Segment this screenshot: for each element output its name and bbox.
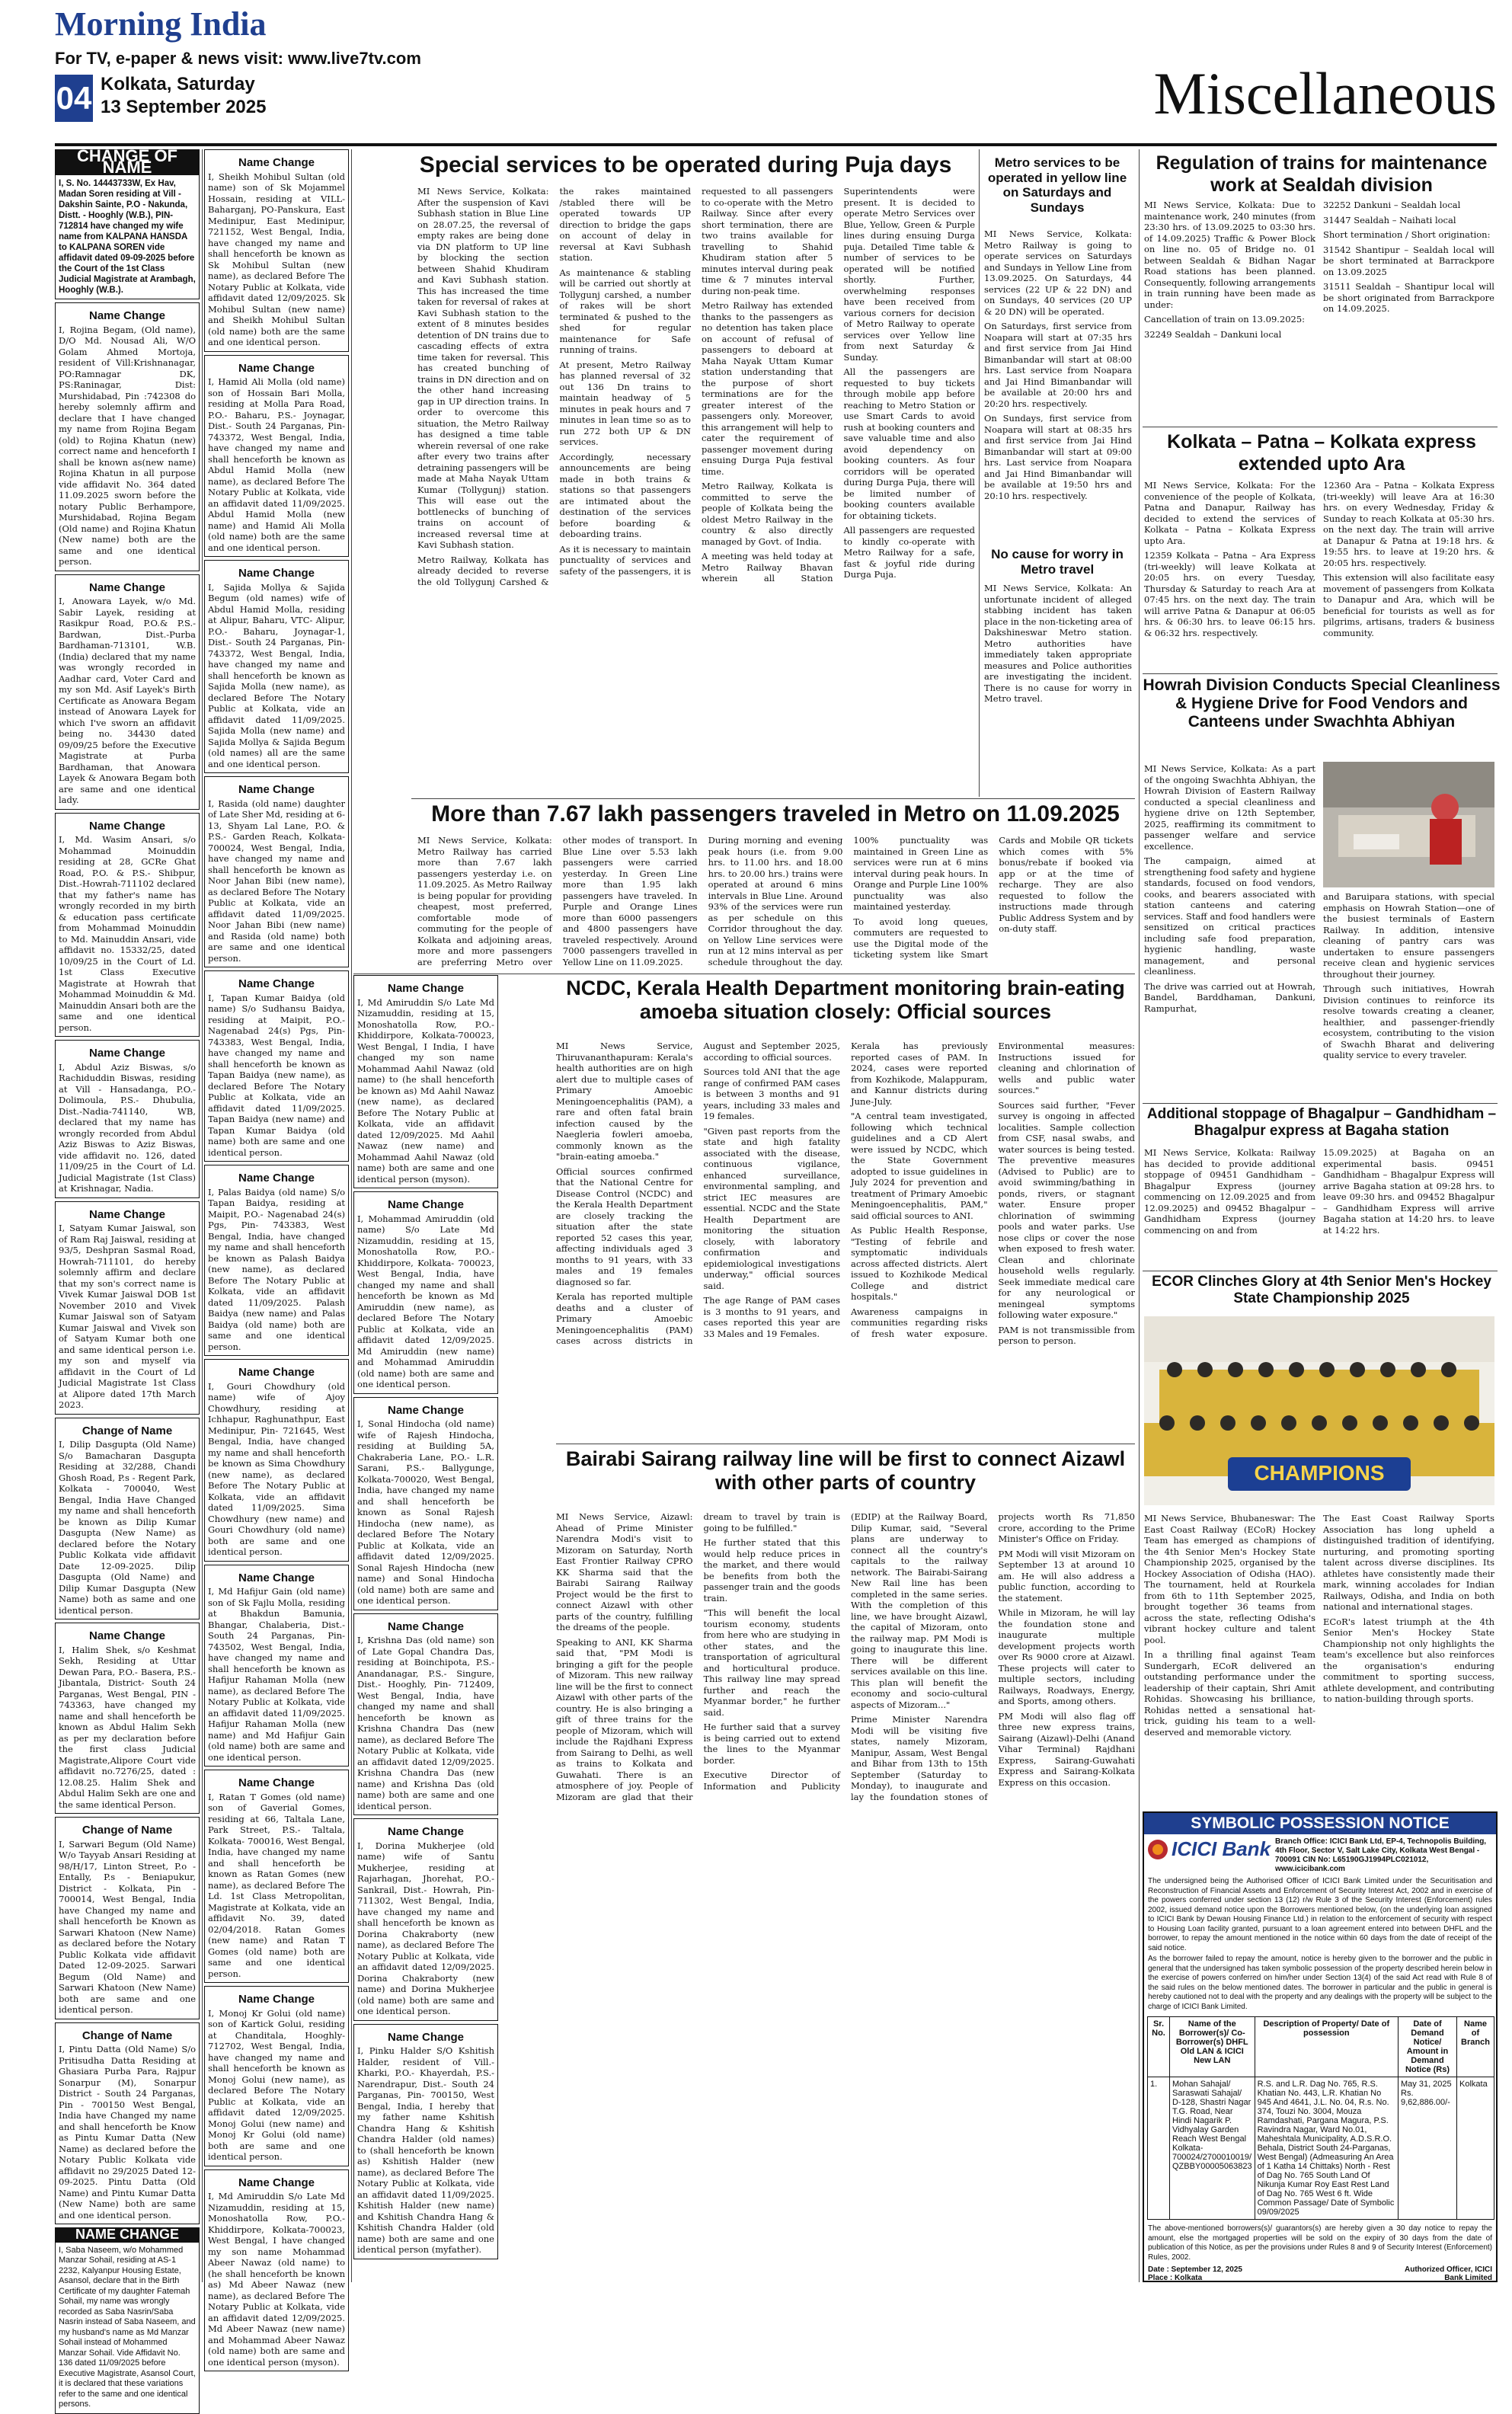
notice-text: I, Rojina Begam, (Old name), D/O Md. Nousad Ali, W/O Golam Ahmed Mortoja, resident of Vill:Krishnanagar, PO:Ramnagar DK, PS:Raninagar, Dist: Murshidabad, Pin :742308 do hereby solemnly affirm and declare that I have changed my name from Rojina Begam (old) to Rojina Khatun (new) correct name and henceforth I shall be known as(new name) Rojina Khatun in all purpose vide affidavit No. 364 dated 11.09.2025 sworn before the notary Public Berhampore, Murshidabad, Rojina Begam (Old name) and Rojina Khatun (New name) both are the same and one identical person. [59,324,196,567]
story-paragraph: On Sundays, first service from Noapara will start at 08:35 hrs and first service from Jai Hind Bimanbandar will start at 09:00 hrs. Last service from Noapara and Jai Hind Bimanbandar will be available at 19:50 hrs and 20:10 hrs. respectively. [984,413,1132,501]
notice-list-col1 [55,302,200,2224]
story-paragraph: While in Mizoram, he will lay the foundation stone and inaugurate multiple development projects worth over Rs 9000 crore at Aizawl. These projects will cater to multiple sectors, including Railways, Roadways, Energy, and Sports, among others. [998,1607,1135,1706]
notice-list-col2 [204,149,349,2371]
story-paragraph: At present, Metro Railway has planned reversal of 32 out 136 Dn trains to maintain headway of 5 minutes in peak hours and 7 minutes in lean time so as to run 272 both UP & DN services. [559,359,691,447]
story-paragraph: MI News Service, Kolkata: An unfortunate incident of alleged stabbing incident has taken place in the non-ticketing area of Dakshineswar Metro station. Metro authorities have immediately taken appropriate measures and Police authorities are investigating the incident. There is no cause for worry in Metro travel. [984,583,1132,704]
name-change-notice [204,970,349,1162]
story-paragraph: 31542 Shantipur – Sealdah local will be short terminated at Barrackpore on 13.09.2025 [1323,244,1494,277]
name-change-notice [55,1201,200,1415]
notice-title: Name Change [88,309,166,322]
notice-text: I, Md Hafijur Gain (old name) son of Sk Fajlu Molla, residing at Bhakdun Bamunia, Bhangar, Chalaberia, Dist.- South 24 Parganas, Pin- 743502, West Bengal, India, have changed my name and shall henceforth be known as Hafijur Rahaman Molla (new name), as declared Before The Notary Public at Kolkata, vide an affidavit dated 11/09/2025. Hafijur Rahaman Molla (new name) and Md Hafijur Gain (old name) both are same and one identical person. [208,1586,345,1763]
notice-title: Name Change [238,1776,315,1789]
notice-title: Name Change [88,1047,166,1060]
page-number: 04 [55,75,93,122]
story-paragraph: As maintenance & stabling will be carried out shortly at Tollygunj carshed, a number of rakes will be short terminated & pushed to the shed for regular maintenance for Safe running of trains. [559,267,691,355]
table-cell: Kolkata [1457,2077,1494,2220]
column-divider [979,149,980,797]
story-paragraph: MI News Service, Kolkata: Due to maintenance work, 240 minutes (from 23:30 hrs. of 13.09.2025 to 03:30 hrs. of 14.09.2025) Traffic & Power Block on line no. 05 of Bridge no. 01 between Sealdah & Bidhan Nagar Road stations has been planned. Consequently, following arrangements in train running have been made as under: [1144,200,1315,310]
story-paragraph: Metro Railway, Kolkata has already decided to reverse the old Tollygunj Carshed & the rakes maintained /stabled there will be operated towards UP direction to bridge the gaps on account of delay in reversal at Kavi Subhash station. [417,186,691,587]
notice-place: Place : Kolkata [1148,2274,1203,2282]
possession-notice-header: SYMBOLIC POSSESSION NOTICE [1144,1813,1496,1834]
table-header: Date of Demand Notice/ Amount in Demand Notice (Rs) [1399,2017,1457,2077]
notice-title: Name Change [238,1993,315,2006]
notice-title: Name Change [387,1825,465,1838]
notice-text: I, Tapan Kumar Baidya (old name) S/o Sudhansu Baidya, residing at Maipit, P.O.- Nagenabad 24(s) Pgs, Pin- 743383, West Bengal, India, have changed my name and shall henceforth be known as Tapan Baidya (new name), as declared Before The Notary Public at Kolkata, vide an affidavit dated 11/09/2025. Tapan Baidya (new name) and Tapan Kumar Baidya (old name) both are same and one identical person. [208,992,345,1158]
notice-text: I, Hamid Ali Molla (old name) son of Hossain Bari Molla, residing at Molla Para Road, P.O.- Baharu, P.S.- Joynagar, Dist.- South 24 Parganas, Pin- 743372, West Bengal, India, have changed my name and shall henceforth be known as Abdul Hamid Molla (new name), as declared Before The Notary Public at Kolkata, vide an affidavit dated 11/09/2025. Abdul Hamid Molla (new name) and Hamid Ali Molla (old name) both are the same and one identical person. [208,376,345,553]
story-paragraph: MI News Service, Kolkata: For the convenience of the people of Kolkata, Patna and Danapur, Railway has decided to extend the services of Kolkata – Patna – Kolkata Express upto Ara. [1144,480,1315,546]
notice-title: Name Change [88,1207,166,1221]
notice-title: Name Change [238,977,315,990]
story-paragraph: This extension will also facilitate easy movement of passengers from Kolkata to Danapur and Ara, which will be beneficial for tourists as well as for pilgrims, artisans, traders & business community. [1323,572,1494,638]
story-paragraph: MI News Service, Kolkata: Metro Railway is going to operate services on Saturdays and Sundays in Yellow Line from 13.09.2025. On Saturdays, 44 services (22 UP & 22 DN) and on Sundays, 40 services (20 UP & 20 DN) will be operated. [984,229,1132,317]
name-change-bottom-header: NAME CHANGE [55,2227,200,2242]
story-paragraph: Through such initiatives, Howrah Division continues to reinforce its resolve towards creating a cleaner, healthier, and passenger-friendly ecosystem, contributing to the vision of Swachh Bharat and delivering quality service to every traveler. [1323,983,1494,1060]
notice-text: I, Rasida (old name) daughter of Late Sher Md, residing at 6-13, Shyam Lal Lane, P.O. & P.S.- Garden Reach, Kolkata- 700024, West Bengal, India, have changed my name and shall henceforth be known as Noor Jahan Bibi (new name), as declared Before The Notary Public at Kolkata, vide an affidavit dated 11/09/2025. Noor Jahan Bibi (new name) and Rasida (old name) both are same and one identical person. [208,798,345,964]
table-header-row [1148,2017,1494,2077]
change-of-name-header: CHANGE OF NAME [55,149,200,174]
story-ecor-right [1323,1513,1494,1802]
name-change-notice [55,302,200,571]
story-howrah-left [1144,763,1315,1098]
name-change-notice [55,813,200,1038]
story-paragraph: Sources said further, "Fever survey is ongoing in affected localities. Sample collection from CSF, nasal swabs, and water sources is being tested. The preventive measures (Advised to Public) are to avoid swimming/bathing in ponds, rivers, or stagnant water. Ensure proper chlorination of swimming pools and water parks. Use nose clips or cover the nose when exposed to fresh water. Clean and chlorinate household wells regularly. Seek immediate medical care for any neurological or meningeal symptoms following water exposure." [998,1099,1135,1320]
notice-text: I, Dilip Dasgupta (Old Name) S/o Bamacharan Dasgupta Residing at 32/288, Chandi Ghosh Road, P.s - Regent Park, Kolkata - 700040, West Bengal, India Have Changed my name and shall henceforth be known as Dilip Kumar Dasgupta (New Name) as declared before the Notary Public Kolkata vide affidavit Date 12-09-2025. Dilip Dasgupta (Old Name) and Dilip Kumar Dasgupta (New Name) both as same and one identical person. [59,1439,196,1616]
story-paragraph: All passengers are requested to kindly co-operate with Metro Railway for a safe, fast & joyful ride during Durga Puja. [843,525,975,580]
name-change-notice [55,1040,200,1198]
name-change-notice [55,1817,200,2019]
story-paragraph: 32252 Dankuni – Sealdah local [1323,200,1461,210]
story-paragraph: "A central team investigated, following which technical guidelines and a CD Alert were issued by NCDC, which the State Government adopted to issue guidelines in July 2024 for prevention and treatment of Primary Amoebic Meningoencephalitis, PAM," said official sources to ANI. [851,1111,988,1221]
notice-signoff: Authorized Officer, ICICI Bank Limited [1404,2265,1492,2282]
table-header: Name of the Borrower(s)/ Co-Borrower(s) DHFL Old LAN & ICICI New LAN [1170,2017,1255,2077]
name-change-notice [204,1986,349,2166]
headline-ara: Kolkata – Patna – Kolkata express extended upto Ara [1167,431,1476,475]
notice-first: I, S. No. 14443733W, Ex Hav, Madan Soren residing at Vill - Dakshin Sainte, P.O - Nakunda, Distt. - Hooghly (W.B.), PIN-712814 have changed my wife name from KALPANA HANSDA to KALPANA SOREN vide affidavit dated 09-09-2025 before the Court of the 1st Class Judicial Magistrate at Arambagh, Hooghly (W.B.). [55,174,200,299]
story-ecor-left [1144,1513,1315,1802]
story-paragraph: 12359 Kolkata – Patna – Ara Express (tri-weekly) will leave Kolkata at 20:05 hrs. on every Tuesday, Thursday & Saturday to reach Ara at 07:45 hrs. on the next day. The train will arrive Patna & Danapur at 06:05 hrs. & 06:30 hrs. to leave 06:15 hrs. & 06:32 hrs. respectively. [1144,550,1315,638]
classifieds-column-3 [353,975,498,2282]
name-change-notice [353,2024,498,2259]
story-bagaha-right [1323,1147,1494,1269]
icici-logo [1147,1837,1271,1861]
headline-aizawl: Bairabi Sairang railway line will be first to connect Aizawl with other parts of country [565,1447,1126,1495]
name-change-notice [204,776,349,967]
story-ncdc-body [556,1041,1135,1437]
story-paragraph: Metro Railway has extended thanks to the passengers as no detention has taken place on account of refusal of passengers to deboard at Maha Nayak Uttam Kumar station understanding that the purpose of short terminations are for the greater interest of the passengers only. Moreover, this arrangement will help to cater the requirement of passenger movement during ensuing Durga Puja festival time. [702,300,833,477]
story-ara-left [1144,480,1315,670]
notice-text: I, Palas Baidya (old name) S/o Tapan Baidya, residing at Maipit, P.O.- Nagenabad 24(s) Pgs, Pin- 743383, West Bengal, India, have changed my name and shall henceforth be known as Palash Baidya (new name), as declared Before The Notary Public at Kolkata, vide an affidavit dated 11/09/2025. Palash Baidya (new name) and Palas Baidya (old name) both are same and one identical person. [208,1186,345,1352]
notice-text: I, Md Amiruddin S/o Late Md Nizamuddin, residing at 15, Monoshatolla Row, P.O.- Khiddirpore, Kolkata-700023, West Bengal, I have changed my son name Mohammad Abeer Nawaz (old name) to (he shall henceforth be known as) Md Abeer Nawaz (new name), as declared Before The Notary Public at Kolkata, vide an affidavit dated 12/09/2025. Md Abeer Nawaz (new name) and Mohammad Abeer Nawaz (old name) both are same and one identical person (myson). [208,2191,345,2368]
notice-title: Name Change [387,2030,465,2044]
story-paragraph: and Baruipara stations, with special emphasis on Howrah Station—one of the busiest terminals of Eastern Railway. In addition, intensive cleaning of pantry cars was undertaken to ensure passengers receive clean and hygienic services throughout their journey. [1323,891,1494,980]
name-change-notice [353,975,498,1188]
headline-howrah: Howrah Division Conducts Special Cleanliness & Hygiene Drive for Food Vendors and Canteens under Swachhta Abhiyan [1143,676,1501,731]
notice-title: Name Change [88,819,166,833]
story-paragraph: Awareness campaigns in communities regarding risks of fresh water exposure. Environmental measures: Instructions issued for cleaning and chlorination of wells and public water sources." [851,1041,1135,1339]
story-puja-body [417,186,975,795]
story-paragraph: "This will benefit the local tourism economy, students from here who are studying in other states, and the transportation of agricultural and horticultural produce. This railway line may spread further and reach the Myanmar border," he further said. [703,1607,840,1718]
notice-date: Date : September 12, 2025 [1148,2265,1242,2274]
story-paragraph: Speaking to ANI, KK Sharma said that, "PM Modi is bringing a gift for the people of Mizoram. This new railway line will be the first to connect Aizawl with other parts of the country. He is also bringing a gift of three trains for the people of Mizoram, which will include the Rajdhani Express from Sairang to Delhi, as well as trains to Kolkata and Guwahati. There is an atmosphere of joy. People of Mizoram are glad that their dream to travel by train is going to be fulfilled." [556,1511,840,1802]
story-paragraph: On Saturdays, first service from Noapara will start at 07:35 hrs and first service from Jai Hind Bimanbandar will start at 08:00 hrs. Last service from Noapara and Jai Hind Bimanbandar will be available at 20:00 hrs and 20:20 hrs. respectively. [984,321,1132,409]
column-divider [202,149,203,2282]
table-cell: R.S. and L.R. Dag No. 765, R.S. Khatian No. 443, L.R. Khatian No 945 And 4641, J.L. No. 04, R.s. No. 374, Touzi No. 3004, Mouza Ramdashati, Pargana Magura, P.S. Ravindra Nagar, Ward No.01, Maheshtala Municipality, A.D.S.R.O. Behala, District South 24-Parganas, West Bengal) (Admeasuring An Area of 1 Katha 14 Chittaks) North - Rest of Dag No. 765 South Land Of Nikunja Kumar Roy East Rest Land of Dag No. 765 West 6 ft. Wide Common Passage/ Date of Symbolic 09/09/2025 [1255,2077,1398,2220]
column-divider [351,149,352,2282]
name-change-notice [204,1359,349,1562]
name-change-notice [204,1565,349,1767]
story-metro-lakh-body [417,835,1133,970]
notice-title: Name Change [238,1172,315,1185]
story-paragraph: The campaign, aimed at strengthening food safety and hygiene standards, focused on food vendors, cooks, and bearers associated with station canteens and catering services. Staff and food handlers were sensitized on critical practices including safe food preparation, hygienic handling, waste management, and personal cleanliness. [1144,855,1315,977]
masthead-rule [55,143,1497,146]
branch-info: Branch Office: ICICI Bank Ltd, EP-4, Technopolis Building, 4th Floor, Sector V, Salt Lake City, Kolkata West Bengal - 700091 CIN No: L65190GJ1994PLC021012, www.icicibank.com [1275,1837,1487,1873]
column-divider [1139,149,1140,2282]
story-paragraph: 15.09.2025) at Bagaha on an experimental basis. 09451 Gandhidham – Bhagalpur Express will arrive Bagaha station at 09:28 hrs. to leave 09:30 hrs. and 09452 Bhagalpur – Gandhidham Express will arrive Bagaha station at 14:20 hrs. to leave at 14:22 hrs. [1323,1147,1494,1236]
story-paragraph: MI News Service, Thiruvananthapuram: Kerala's health authorities are on high alert due to multiple cases of Primary Amoebic Meningoencephalitis (PAM), a rare and often fatal brain infection caused by the Naegleria fowleri amoeba, commonly known as the "brain-eating amoeba." [556,1041,693,1162]
name-change-notice [353,1191,498,1394]
story-paragraph: MI News Service, Bhubaneswar: The East Coast Railway (ECoR) Hockey Team has emerged as champions of the 4th Senior Men's Hockey State Championship 2025, organised by the Hockey Association of Odisha (HAO). The tournament, held at Rourkela from 6th to 11th September 2025, brought together 36 teams from across the state, reflecting Odisha's vibrant hockey culture and talent pool. [1144,1513,1315,1645]
notice-text: I, Sheikh Mohibul Sultan (old name) son of Sk Mojammel Hossain, residing at VILL-Baharganj, PO-Panskura, East Medinipur, East Medinipur, 721152, West Bengal, India, have changed my name and shall henceforth be known as Sk Mohibul Sultan (new name), as declared Before The Notary Public at Kolkata, vide affidavit dated 12/09/2025. Sk Mohibul Sultan (new name) and Sheikh Mohibul Sultan (old name) both are the same and one identical person. [208,171,345,347]
story-paragraph: To avoid long queues, commuters are requested to use the Digital mode of the ticketing system like Smart Cards and Mobile QR tickets which comes with 5% bonus/rebate if booked via app or at the time of recharge. They are also requested to follow the instructions made through Public Address System and by on-duty staff. [853,835,1133,960]
story-paragraph: A meeting was held today at Metro Railway Bhavan wherein all Station Superintendents were present. It is decided to operate Metro Services over Blue, Yellow, Green & Purple lines during ensuing Durga puja. Detailed Time table & number of services to be operated will be notified shortly. Further, overwhelming responses have been received from various corners for decision of Metro Railway to operate services over Yellow line from next Saturday & Sunday. [702,186,975,584]
name-change-notice [204,149,349,352]
story-paragraph: Executive Director of Information and Publicity (EDIP) at the Railway Board, Dilip Kumar, said, "Several plans are underway to connect all the country's capitals to the railway network. The Bairabi-Sairang New Rail line has been completed in the same series. With the completion of this line, we have brought Aizawl, the capital of Mizoram, onto the railway map. PM Modi is going to inaugurate this line. There will be different services available on this line. This plan will benefit the economy and socio-cultural aspects of Mizoram..." [703,1511,988,1792]
name-change-notice [55,1418,200,1620]
notice-title: Name Change [238,156,315,169]
table-header: Description of Property/ Date of possession [1255,2017,1398,2077]
table-cell: 1. [1148,2077,1170,2220]
notice-text: I, Pintu Datta (Old Name) S/o Pritisudha Datta Residing at Ghasiara Purba Para, Rajpur Sonarpur (M), Sonarpur District - South 24 Parganas, Pin - 700150 West Bengal, India have Changed my name and shall henceforth be Know as Pintu Kumar Datta (New Name) as declared before the Notary Public Kolkata vide affidavit no 29/2025 Dated 12-09-2025. Pintu Datta (Old Name) and Pintu Kumar Datta (New Name) both are same and one identical person. [59,2044,196,2221]
story-worry-body [984,583,1132,796]
champions-banner: CHAMPIONS [1254,1461,1385,1485]
city-day: Kolkata, Saturday [101,74,255,94]
section-title: Miscellaneous [1153,60,1497,126]
notice-intro: The undersigned being the Authorised Officer of ICICI Bank Limited under the Securitisation and Reconstruction of Financial Assets and Enforcement of Security Interest Act, 2002 and in exercise of the powers conferred under section 13 (12) r/w Rule 3 of the Security Interest (Enforcement) rules 2002, issued demand notice upon the Borrowers mentioned below, (on the underlying loan assigned to ICICI Bank by Dewan Housing Finance Ltd.) in relation to the enforcement of security with respect to Housing Loan facility granted, pursuant to a loan agreement entered into between DHFL and the borrower, to repay the amount mentioned in the notice within 60 days from the date of receipt of the said notice. [1148,1877,1492,1952]
headline-sealdah: Regulation of trains for maintenance work at Sealdah division [1156,152,1488,196]
notice-para2: As the borrower failed to repay the amount, notice is hereby given to the borrower and the public in general that the undersigned has taken symbolic possession of the property described herein below in the exercise of powers conferred on him/her under Section 13(4) of the said Act read with Rule 8 of the said rules on the below mentioned dates. The borrower in particular and the public in general is hereby cautioned not to deal with the property and any dealings with the property will be subject to the charge of ICICI Bank Limited. [1148,1955,1492,2011]
photo-hockey-team [1144,1316,1494,1505]
photo-cleanliness-drive [1323,762,1494,887]
story-paragraph: PAM is not transmissible from person to person. [998,1324,1135,1346]
story-paragraph: The drive was carried out at Howrah, Bandel, Barddhaman, Dankuni, Rampurhat, [1144,980,1315,1014]
story-paragraph: MI News Service, Aizawl: Ahead of Prime Minister Narendra Modi's visit to Mizoram on Saturday, North East Frontier Railway CPRO KK Sharma said that the Bairabi Sairang Railway Project would be the first to connect Aizawl with other parts of the country, fulfilling the dreams of the people. [556,1511,693,1632]
possession-table [1147,2016,1494,2220]
story-paragraph: Prime Minister Narendra Modi will be visiting five states, namely Mizoram, Manipur, Assam, West Bengal and Bihar from 13th to 15th September (Saturday to Monday), to inaugurate and lay the foundation stones of projects worth Rs 71,850 crore, according to the Prime Minister's Office on Friday. [851,1511,1135,1802]
notice-text: I, Sajida Mollya & Sajida Begum (old names) wife of Abdul Hamid Molla, residing at Alipur, Baharu, VTC- Alipur, P.O.- Baharu, Joynagar-1, Dist.- South 24 Parganas, Pin- 743372, West Bengal, India, have changed my name and shall henceforth be known as Sajida Molla (new name), as declared Before The Notary Public at Kolkata, vide an affidavit dated 11/09/2025. Sajida Molla (new name) and Sajida Mollya & Sajida Begum (old names) all are the same and one identical person. [208,581,345,769]
story-paragraph: 12360 Ara – Patna – Kolkata Express (tri-weekly) will leave Ara at 16:30 hrs. on every Wednesday, Friday & Sunday to reach Kolkata at 05:30 hrs. on the next day. The train will arrive at Danapur & Patna at 19:18 hrs. & 19:55 hrs. to leave at 19:20 hrs. & 20:05 hrs. respectively. [1323,480,1494,568]
notice-text: I, Sonal Hindocha (old name) wife of Rajesh Hindocha, residing at Building 5A, Chakraberia Lane, P.O.- L.R. Sarani, P.S.- Ballygunge, Kolkata-700020, West Bengal, India, have changed my name and shall henceforth be known as Sonal Rajesh Hindocha (new name), as declared Before The Notary Public at Kolkata, vide an affidavit dated 12/09/2025. Sonal Rajesh Hindocha (new name) and Sonal Hindocha (old name) both are same and one identical person. [357,1418,494,1606]
notice-bottom: I, Saba Naseem, w/o Mohammed Manzar Sohail, residing at AS-1 2232, Kalyanpur Housing Estate, Asansol, declare that in the Birth Certificate of my daughter Fatemah Sohail, my name was wrongly recorded as Saba Nasrin/Saba Nasrin instead of Saba Naseem, and my husband's name as Md Manzar Sohail instead of Mohammed Manzar Sohail. Vide Affidavit No. 136 dated 11/09/2025 before Executive Magistrate, Asansol Court, it is declared that these variations refer to the same and one identical persons. [55,2242,200,2414]
notice-text: I, Krishna Das (old name) son of Late Gopal Chandra Das, residing at Boinchipota, P.S.- Anandanagar, P.S.- Singure, Dist.- Hooghly, Pin- 712409, West Bengal, India, have changed my name and shall henceforth be known as Krishna Chandra Das (new name), as declared Before The Notary Public at Kolkata, vide an affidavit dated 12/09/2025. Krishna Chandra Das (new name) and Krishna Das (old name) both are same and one identical person. [357,1635,494,1811]
notice-text: I, Satyam Kumar Jaiswal, son of Ram Raj Jaiswal, residing at 93/5, Deshpran Sasmal Road, Howrah-711101, do hereby solemnly affirm and declare that my son's correct name is Vivek Kumar Jaiswal DOB 1st November 2010 and Vivek Kumar Jaiswal son of Satyam Kumar Jaiswal and Vivek son of Satyam Kumar both one and same identical person i.e. my son and myself via affidavit in the Court of Ld Judicial Magistrate 1st Class at Alipore dated 17th March 2023. [59,1223,196,1410]
notice-title: Name Change [88,580,166,594]
headline-ncdc: NCDC, Kerala Health Department monitoring brain-eating amoeba situation closely: Official sources [566,977,1125,1024]
story-paragraph: In a thrilling final against Team Sundergarh, ECoR delivered an outstanding performance under the leadership of their captain, Shri Amit Rohidas. Showcasing his brilliance, Rohidas netted a sensational hat-trick, guiding his team to a well-deserved and memorable victory. [1144,1649,1315,1738]
notice-title: Name Change [387,1403,465,1417]
name-change-notice [204,1165,349,1356]
notice-title: Name Change [238,361,315,375]
notice-text: I, Anowara Layek, w/o Md. Sabir Layek, residing at Rasikpur Road, P.O.& P.S.- Bardwan, Dist.-Purba Bardhaman-713101, W.B. (India) declared that my name was wrongly recorded in Aadhar card, Voter Card and my son Md. Asif Layek's Birth Certificate as Anowara Begam instead of Anowara Layek for which I've sworn an affidavit being no. 34430 dated 09/09/25 before the Executive Magistrate at Purba Bardhaman, that Anowara Layek & Anowara Begam both are same and one identical lady. [59,596,196,805]
notice-list-col3 [353,975,498,2259]
notice-title: Change of Name [82,2029,173,2042]
name-change-notice [55,574,200,810]
name-change-notice [353,1613,498,1816]
notice-text: I, Gouri Chowdhury (old name) wife of Ajoy Chowdhury, residing at Ichhapur, Raghunathpur, East Medinipur, Pin- 721645, West Bengal, India, have changed my name and shall henceforth be known as Sima Chowdhury (new name), as declared Before The Notary Public at Kolkata, vide an affidavit dated 11/09/2025. Sima Chowdhury (new name) and Gouri Chowdhury (old name) both are same and one identical person. [208,1380,345,1557]
story-paragraph: All the passengers are requested to buy tickets through mobile app before reaching to Metro Station or use Smart Cards to avoid rush at booking counters and save valuable time and also avoid dependency on booking counters. As four corridors will be operated during Durga Puja, there will be limited number of booking counters available for obtaining tickets. [843,366,975,521]
story-aizawl-body [556,1511,1135,2282]
story-paragraph: MI News Service, Kolkata: After the suspension of Kavi Subhash station in Blue Line on 28.07.25, the reversal of empty rakes are being done via DN platform to UP line by blocking the section between Shahid Khudiram and Kavi Subhash station. This has increased the time taken for reversal of rakes at Kavi Subhash station to the extent of 8 minutes besides detention of DN trains due to cascading effects of extra time taken for reversal. This has created bunching of trains in DN direction and on the other hand increasing gap in UP direction trains. In order to overcome this situation, the Metro Railway has designed a time table wherein reversal of one rake after every two trains after detraining passengers will be made at Maha Nayak Uttam Kumar (Tollygunj) station. This will ease out the bottlenecks of bunching of trains on account of increased reversal time at Kavi Subhash station. [417,186,549,550]
name-change-notice [55,2022,200,2225]
notice-title: Name Change [238,567,315,580]
classifieds-column-1 [55,146,200,2409]
table-cell: Mohan Sahajal/ Saraswati Sahajal/ D-128, Shastri Nagar T.G. Road, Near Hindi Nagarik P. Vidhyalay Garden Reach West Bengal Kolkata-700024/2700010019/ QZBBY00005063823 [1170,2077,1255,2220]
section-divider [1143,1103,1498,1104]
story-paragraph: Short termination / Short origination: [1323,229,1491,240]
city-date [101,73,266,119]
story-paragraph: Official sources confirmed that the National Centre for Disease Control (NCDC) and the Kerala Health Department are closely tracking the situation after the state reported 52 cases this year, affecting individuals aged 3 months to 91 years, with 33 males and 19 females diagnosed so far. [556,1165,693,1287]
story-paragraph: 32249 Sealdah – Dankuni local [1144,328,1282,340]
notice-title: Name Change [238,2176,315,2189]
notice-text: I, Abdul Aziz Biswas, s/o Rachiduddin Biswas, residing at Vill - Hansadanga, P.O.-Dolimoula, P.S.- Dhubulia, Dist.-Nadia-741140, WB, declared that my name has wrongly recorded from Abdul Aziz Biswas to Aziz Biswas, vide affidavit no. 126, dated 11/09/25 in the Court of Ld. Judicial Magistrate (1st Class) at Krishnagar, Nadia. [59,1061,196,1194]
story-paragraph: MI News Service, Kolkata: As a part of the ongoing Swachhta Abhiyan, the Howrah Division of Eastern Railway conducted a special cleanliness and hygiene drive on 12th September, 2025, reaffirming its commitment to passenger welfare and service excellence. [1144,763,1315,852]
notice-title: Name Change [88,1629,166,1642]
story-paragraph: Cancellation of train on 13.09.2025: [1144,314,1306,325]
story-paragraph: PM Modi will also flag off three new express trains, Sairang (Aizawl)-Delhi (Anand Vihar Terminal) Rajdhani Express, Sairang-Guwahati Express and Sairang-Kolkata Express on this occasion. [998,1710,1135,1788]
notice-text: I, Sarwari Begum (Old Name) W/o Tayyab Ansari Residing at 98/H/17, Linton Street, P.o - Entally, P.s - Beniapukur, District - Kolkata, Pin - 700014, West Bengal, India have Changed my name and shall henceforth be Known as Sarwari Khatoon (New Name) as declared before the Notary Public Kolkata vide affidavit Dated 12-09-2025. Sarwari Begum (Old Name) and Sarwari Khatoon (New Name) both are same and one identical person. [59,1838,196,2015]
story-yellow-body [984,229,1132,545]
notice-text: I, Monoj Kr Golui (old name) son of Kartick Golui, residing at Chanditala, Hooghly-712702, West Bengal, India, have changed my name and shall henceforth be known as Monoj Golui (new name), as declared Before The Notary Public at Kolkata, vide an affidavit dated 12/09/2025. Monoj Golui (new name) and Monoj Kr Golui (old name) both are same and one identical person. [208,2007,345,2162]
name-change-notice [204,355,349,558]
story-paragraph: Kerala has reported multiple deaths and a cluster of Primary Amoebic Meningoencephalitis (PAM) cases across districts in August and September 2025, according to official sources. [556,1041,840,1346]
notice-text: I, Dorina Mukherjee (old name) wife of Santu Mukherjee, residing at Rajarhagan, Jhorehat, P.O.- Sankrail, Dist.- Howrah, Pin- 711302, West Bengal, India, have changed my name and shall henceforth be known as Dorina Chakraborty (new name), as declared Before The Notary Public at Kolkata, vide an affidavit dated 12/09/2025. Dorina Chakraborty (new name) and Dorina Mukherjee (old name) both are same and one identical person. [357,1840,494,2016]
story-paragraph: ECoR's latest triumph at the 4th Senior Men's Hockey State Championship not only highlights the team's excellence but also reinforces the organisation's enduring commitment to sporting success, athlete development, and contributing to nation-building through sports. [1323,1616,1494,1704]
story-paragraph: Metro Railway, Kolkata is committed to serve the people of Kolkata being the oldest Metro Railway in the country & also directly managed by Govt. of India. [702,481,833,547]
name-change-notice [204,560,349,773]
headline-no-worry: No cause for worry in Metro travel [991,547,1124,577]
notice-title: Change of Name [82,1824,173,1837]
name-change-notice [353,1818,498,2021]
notice-text: I, Pinku Halder S/O Kshitish Halder, resident of Vill.- Kharki, P.O.- Khayerdah, P.S.- Narendrapur, Dist.- South 24 Parganas, Pin- 700150, West Bengal, India, I hereby that my father name Kshitish Chandra Hang & Kshitish Chandra Halder (old names) to (shall henceforth be known as) Kshitish Halder (new name), as declared Before The Notary Public at Kolkata, vide an affidavit dated 11/09/2025. Kshitish Halder (new name) and Kshitish Chandra Hang & Kshitish Chandra Halder (old name) both are same and one identical person (myfather). [357,2045,494,2255]
story-paragraph: Kerala has previously reported cases of PAM. In 2024, cases were reported from Kozhikode, Malappuram, and Kannur districts during June-July. [851,1041,988,1107]
newspaper-brand: Morning India [55,5,267,43]
section-divider [1143,673,1498,674]
issue-date: 13 September 2025 [101,97,267,117]
name-change-notice [204,2169,349,2372]
story-paragraph: 31447 Sealdah – Naihati local [1323,214,1456,225]
story-paragraph: Sources told ANI that the age range of confirmed PAM cases is between 3 months and 91 years, including 33 males and 19 females. [703,1066,840,1121]
story-paragraph: He further stated that this would help reduce prices in the market, and there would be benefits from both the passenger train and the goods train. [703,1537,840,1603]
notice-footer: The above-mentioned borrowers(s)/ guarantors(s) are hereby given a 30 day notice to repay the amount, else the mortgaged properties will be sold on the expiry of 30 days from the date of publication of this Notice, as per the provisions under Rules 8 and 9 of Security Interest (Enforcement) Rules, 2002. [1148,2224,1492,2262]
name-change-notice [204,1770,349,1983]
story-paragraph: As it is necessary to maintain punctuality of services and safety of the passengers, it is requested to all passengers to co-operate with the Metro Railway. Since after every short termination, there are two trains available for travelling to Shahid Khudiram station after 5 minutes interval during peak time & 7 minutes interval during non-peak time. [559,186,833,577]
website-tagline[interactable]: For TV, e-paper & news visit: www.live7tv.com [55,49,421,68]
notice-title: Name Change [387,1198,465,1211]
headline-bagaha: Additional stoppage of Bhagalpur – Gandhidham – Bhagalpur express at Bagaha station [1146,1106,1497,1139]
story-sealdah-right [1323,200,1494,420]
story-paragraph: MI News Service, Kolkata: Railway has decided to provide additional stoppage of 09451 Gandhidham – Bhagalpur Express (journey commencing on 12.09.2025 and from 12.09.2025) and 09452 Bhagalpur – Gandhidham Express (journey commencing on and from [1144,1147,1315,1236]
section-divider [411,798,1135,799]
notice-title: Name Change [387,982,465,995]
name-change-notice [353,1397,498,1610]
notice-text: I, Ratan T Gomes (old name) son of Gaverial Gomes, residing at 66, Taltala Lane, Park Street, P.S.- Taltala, Kolkata- 700016, West Bengal, India, have changed my name and shall henceforth be known as Ratan Gomes (new name), as declared Before The Ld. 1st Class Metropolitan, Magistrate at Kolkata, vide an affidavit No. 39, dated 02/04/2018. Ratan Gomes (new name) and Ratan T Gomes (old name) both are same and one identical person. [208,1791,345,1979]
story-paragraph: He further said that a survey is being carried out to extend the lines to the Myanmar border. [703,1722,840,1766]
table-cell: May 31, 2025 Rs. 9,62,886.00/- [1399,2077,1457,2220]
headline-yellow-line: Metro services to be operated in yellow line on Saturdays and Sundays [987,155,1127,215]
story-ara-right [1323,480,1494,670]
notice-title: Name Change [238,1571,315,1584]
icici-logo-icon [1147,1839,1168,1860]
headline-ecor: ECOR Clinches Glory at 4th Senior Men's Hockey State Championship 2025 [1152,1274,1491,1306]
notice-text: I, Md Amiruddin S/o Late Md Nizamuddin, residing at 15, Monoshatolla Row, P.O.- Khiddirpore, Kolkata-700023, West Bengal, I India, I have changed my son name Mohammad Aahil Nawaz (old name) to (he shall henceforth be known as) Md Aahil Nawaz (new name), as declared Before The Notary Public at Kolkata, vide an affidavit dated 12/09/2025. Md Aahil Nawaz (new name) and Mohammad Aahil Nawaz (old name) both are same and one identical person (myson). [357,996,494,1185]
story-paragraph: During morning and evening peak hours (i.e. from 9.00 hrs. to 11.00 hrs. and 18.00 hrs. to 20.00 hrs.) trains were operated at around 6 mins intervals in Blue Line. Around 93% of the services were run as per schedule on this Corridor throughout the day. on Yellow Line services were run at 12 mins interval as per schedule throughout the day. 100% punctuality was maintained in Green Line as services were run at 6 mins interval during peak hours. In Orange and Purple Line 100% punctuality was also maintained yesterday. [708,835,989,967]
table-header: Sr. No. [1148,2017,1170,2077]
notice-title: Name Change [238,1366,315,1379]
story-sealdah-left [1144,200,1315,420]
notice-text: I, Md. Wasim Ansari, s/o Mohammad Moinuddin residing at 28, GCRe Ghat Road, P.O. & P.S.- Shibpur, Dist.-Howrah-711102 declared that my father's name has wrongly recorded in my birth & education pass certificate from Mohammad Moinuddin to Md. Mainuddin Ansari, vide affidavit no. 15332/25, dated 10/09/25 in the Court of Ld. 1st Class Executive Magistrate at Howrah that Mohammad Moinuddin & Md. Mainuddin Ansari both are the same and one identical person. [59,834,196,1033]
notice-title: Name Change [238,783,315,796]
story-paragraph: As Public Health Response, "Testing of febrile and symptomatic individuals across affected districts. Alert issued to Kozhikode Medical College and district hospitals." [851,1225,988,1302]
notice-title: Change of Name [82,1424,173,1437]
notice-text: I, Halim Shek, s/o Keshmat Sekh, Residing at Uttar Dewan Para, P.O.- Basera, P.S.-Jibantala, District- South 24 Parganas, West Bengal, PIN - 743363, have changed my name and shall henceforth be known as Abdul Halim Sekh as per my declaration before the first class Judicial Magistrate,Alipore Court vide affidavit no.7276/25, dated : 12.08.25. Halim Shek and Abdul Halim Sekh are one and the same identical Person. [59,1644,196,1810]
story-paragraph: The East Coast Railway Sports Association has long upheld a distinguished tradition of identifying, nurturing, and promoting sporting talent across diverse disciplines. Its athletes have consistently made their mark, winning accolades for Indian Railways, Odisha, and India on both national and international stages. [1323,1513,1494,1612]
classifieds-column-2 [204,149,349,2368]
story-bagaha-left [1144,1147,1315,1269]
notice-text: I, Mohammad Amiruddin (old name) S/o Late Md Nizamuddin, residing at 15, Monoshatolla Row, P.O.- Khiddirpore, Kolkata- 700023, West Bengal, India, have changed my name and shall henceforth be known as Md Amiruddin (new name), as declared Before The Notary Public at Kolkata, vide an affidavit dated 12/09/2025. Md Amiruddin (new name) and Mohammad Amiruddin (old name) both are same and one identical person. [357,1213,494,1389]
story-paragraph: PM Modi will visit Mizoram on September 13 at around 10 am. He will also address a public function, according to the statement. [998,1548,1135,1603]
table-row [1148,2077,1494,2220]
name-change-notice [55,1623,200,1814]
story-paragraph: The age Range of PAM cases is 3 months to 91 years, and cases reported this year are 33 Males and 19 Females. [703,1295,840,1339]
story-howrah-right [1323,891,1494,1098]
headline-puja: Special services to be operated during Puja days [419,152,952,177]
story-paragraph: 31511 Sealdah – Shantipur local will be short originated from Barrackpore on 14.09.2025. [1323,281,1494,314]
possession-notice [1143,1811,1498,2282]
story-paragraph: MI News Service, Kolkata: Metro Railway has carried more than 7.67 lakh passengers yesterday i.e. on 11.09.2025. As Metro Railway is being popular for providing cheapest, most preferred, comfortable mode of commuting for the people of Kolkata and adjoining areas, more and more passengers are preferring Metro over other modes of transport. In Blue Line over 5.53 lakh passengers were carried yesterday. In Green Line more than 1.95 lakh passengers have traveled. In Purple and Orange Lines more than 6000 passengers and 4800 passengers have traveled respectively. Around 7000 passengers travelled in Yellow Line on 11.09.2025. [417,835,698,967]
notice-title: Name Change [387,1619,465,1633]
bank-name: ICICI Bank [1172,1837,1271,1860]
headline-metro-lakh: More than 7.67 lakh passengers traveled in Metro on 11.09.2025 [431,801,1120,827]
story-paragraph: Accordingly, necessary announcements are being made in both trains & stations so that passengers are intimated about the destination of the services before boarding & deboarding trains. [559,451,691,539]
story-paragraph: "Given past reports from the state and high fatality associated with the disease, continuous vigilance, enhanced surveillance, environmental sampling, and strict IEC measures are essential. NCDC and the State Health Department are monitoring the situation closely, with laboratory confirmation and epidemiological investigations underway," official sources said. [703,1125,840,1291]
table-header: Name of Branch [1457,2017,1494,2077]
